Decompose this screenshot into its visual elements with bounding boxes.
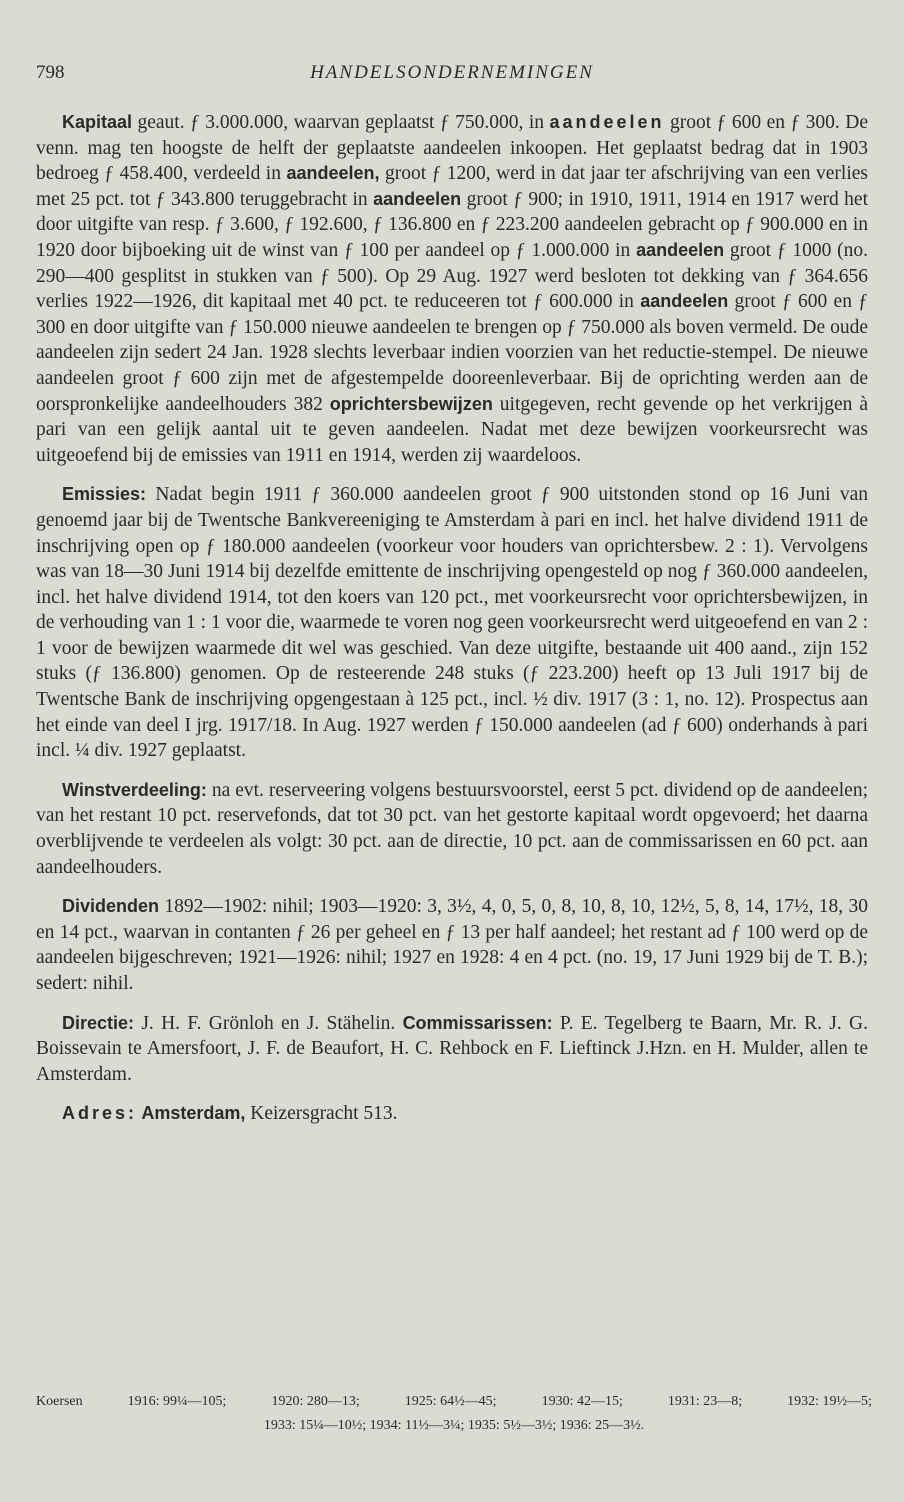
koers-1932: 1932: 19½—5; xyxy=(787,1394,872,1409)
adres-label: Adres: xyxy=(62,1103,138,1124)
winstverdeeling-label: Winstverdeeling: xyxy=(62,779,207,800)
kapitaal-text-4: groot ƒ 900; in 1910, 1911, 1914 en 1917 werd het door uitgifte van resp. ƒ 3.600, ƒ 192.600, ƒ 136.800 en ƒ 223.200 aandeelen gebracht op ƒ 900.000 en in 1920 door bijboeking uit de winst van ƒ 100 per aandeel op ƒ 1.000.000 in xyxy=(36,188,869,261)
kapitaal-bold-5: aandeelen xyxy=(640,291,729,312)
adres-text: Keizersgracht 513. xyxy=(245,1103,398,1125)
directie-label: Directie: xyxy=(62,1012,135,1033)
directie-paragraph xyxy=(36,1011,868,1088)
kapitaal-bold-3: aandeelen xyxy=(373,188,462,209)
commissarissen-text: P. E. Tegelberg te Baarn, Mr. R. J. G. Boissevain te Amersfoort, J. F. de Beaufort, H. C. Rehbock en F. Lieftinck J.Hzn. en H. Mulder, allen te Amsterdam. xyxy=(36,1012,868,1085)
emissies-label: Emissies: xyxy=(62,484,147,505)
koers-1930: 1930: 42—15; xyxy=(541,1394,623,1409)
koersen-block xyxy=(36,1390,872,1438)
kapitaal-text-5: groot ƒ 1000 (no. 290—400 gesplitst in stukken van ƒ 500). Op 29 Aug. 1927 werd besloten tot dekking van ƒ 364.656 verlies 1922—1926, dit kapitaal met 40 pct. te reduceeren tot ƒ 600.000 in xyxy=(36,239,868,313)
kapitaal-bold-4: aandeelen xyxy=(636,239,725,260)
kapitaal-text-3: groot ƒ 1200, werd in dat jaar ter afschrijving van een verlies met 25 pct. tot ƒ 343.800 teruggebracht in xyxy=(36,163,868,210)
directie-text: J. H. F. Grönloh en J. Stähelin. xyxy=(134,1012,403,1034)
kapitaal-text-7: uitgegeven, recht gevende op het verkrijgen à pari van een gelijk aantal uit te geven aandeelen. Nadat met deze bewijzen voorkeursrecht was uitgeoefend bij de emissies van 1911 en 1914, werden zij waardeloos. xyxy=(36,393,868,466)
koers-1920: 1920: 280—13; xyxy=(271,1394,360,1409)
kapitaal-text-6: groot ƒ 600 en ƒ 300 en door uitgifte van ƒ 150.000 nieuwe aandeelen te brengen op ƒ 750.000 als boven vermeld. De oude aandeelen zijn sedert 24 Jan. 1928 slechts leverbaar indien voorzien van het reductie-stempel. De nieuwe aandeelen groot ƒ 600 zijn met de afgestempelde dooreenleverbaar. Bij de oprichting werden aan de oorspronkelijke aandeelhouders 382 xyxy=(36,291,868,415)
adres-city: Amsterdam, xyxy=(137,1103,246,1124)
koersen-label: Koersen xyxy=(36,1394,83,1409)
running-title: HANDELSONDERNEMINGEN xyxy=(310,62,594,83)
koersen-line-2: 1933: 15¼—10½; 1934: 11½—3¼; 1935: 5½—3½; 1936: 25—3½. xyxy=(263,1418,645,1433)
adres-paragraph xyxy=(36,1101,868,1127)
kapitaal-bold-2: aandeelen, xyxy=(286,163,380,184)
kapitaal-bold-1: aandeelen xyxy=(549,112,665,132)
kapitaal-text-2: groot ƒ 600 en ƒ 300. De venn. mag ten hoogste de helft der geplaatste aandeelen inkoopen. Het geplaatst bedrag dat in 1903 bedroeg ƒ 458.400, verdeeld in xyxy=(36,112,868,185)
page-number: 798 xyxy=(36,62,65,83)
body-text xyxy=(36,110,868,1141)
koers-1925: 1925: 64½—45; xyxy=(404,1394,497,1409)
dividenden-label: Dividenden xyxy=(62,896,160,917)
emissies-paragraph xyxy=(36,482,868,764)
kapitaal-bold-6: oprichtersbewijzen xyxy=(329,393,493,414)
commissarissen-label: Commissarissen: xyxy=(402,1012,553,1033)
emissies-text: Nadat begin 1911 ƒ 360.000 aandeelen groot ƒ 900 uitstonden stond op 16 Juni van genoemd jaar bij de Twentsche Bankvereeniging te Amsterdam à pari en incl. het halve dividend 1911 de inschrijving open op ƒ 180.000 aandeelen (voorkeur voor houders van oprichtersbew. 2 : 1). Vervolgens was van 18—30 Juni 1914 bij dezelfde emittente de inschrijving opengesteld op nog ƒ 360.000 aandeelen, incl. het halve dividend 1914, tot den koers van 120 pct., met voorkeursrecht voor oprichtersbewijzen, in de verhouding van 1 : 1 voor die, waarmede te voren nog geen voorkeursrecht werd uitgeoefend en van 2 : 1 voor de bewijzen waarmede dit wel was geschied. Van deze uitgifte, bestaande uit 400 aand., zijn 152 stuks (ƒ 136.800) genomen. Op de resteerende 248 stuks (ƒ 223.200) heeft op 13 Juli 1917 bij de Twentsche Bank de inschrijving opgengestaan à 125 pct., incl. ½ div. 1917 (3 : 1, no. 12). Prospectus aan het einde van deel I jrg. 1917/18. In Aug. 1927 werden ƒ 150.000 aandeelen (ad ƒ 600) onderhands à pari incl. ¼ div. 1927 geplaatst. xyxy=(36,484,868,762)
winstverdeeling-paragraph xyxy=(36,778,868,880)
koers-1931: 1931: 23—8; xyxy=(667,1394,743,1409)
koers-1916: 1916: 99¼—105; xyxy=(127,1394,227,1409)
kapitaal-label: Kapitaal xyxy=(62,112,133,132)
dividenden-paragraph xyxy=(36,894,868,996)
page-header xyxy=(36,62,868,92)
dividenden-text: 1892—1902: nihil; 1903—1920: 3, 3½, 4, 0, 5, 0, 8, 10, 8, 10, 12½, 5, 8, 14, 17½, 18, 30 en 14 pct., waarvan in contanten ƒ 26 per geheel en ƒ 13 per half aandeel; het restant ad ƒ 100 werd op de aandeelen bijgeschreven; 1921—1926: nihil; 1927 en 1928: 4 en 4 pct. (no. 19, 17 Juni 1929 bij de T. B.); sedert: nihil. xyxy=(36,896,868,994)
kapitaal-text-1: geaut. ƒ 3.000.000, waarvan geplaatst ƒ 750.000, in xyxy=(132,112,550,133)
koersen-line-1 xyxy=(36,1390,872,1414)
kapitaal-paragraph xyxy=(36,110,868,468)
winstverdeeling-text: na evt. reserveering volgens bestuursvoorstel, eerst 5 pct. dividend op de aandeelen; van het restant 10 pct. reservefonds, dat tot 30 pct. van het gestorte kapitaal wordt opgevoerd; het daarna overblijvende te verdeelen als volgt: 30 pct. aan de directie, 10 pct. aan de commissarissen en 60 pct. aan aandeelhouders. xyxy=(36,779,868,878)
